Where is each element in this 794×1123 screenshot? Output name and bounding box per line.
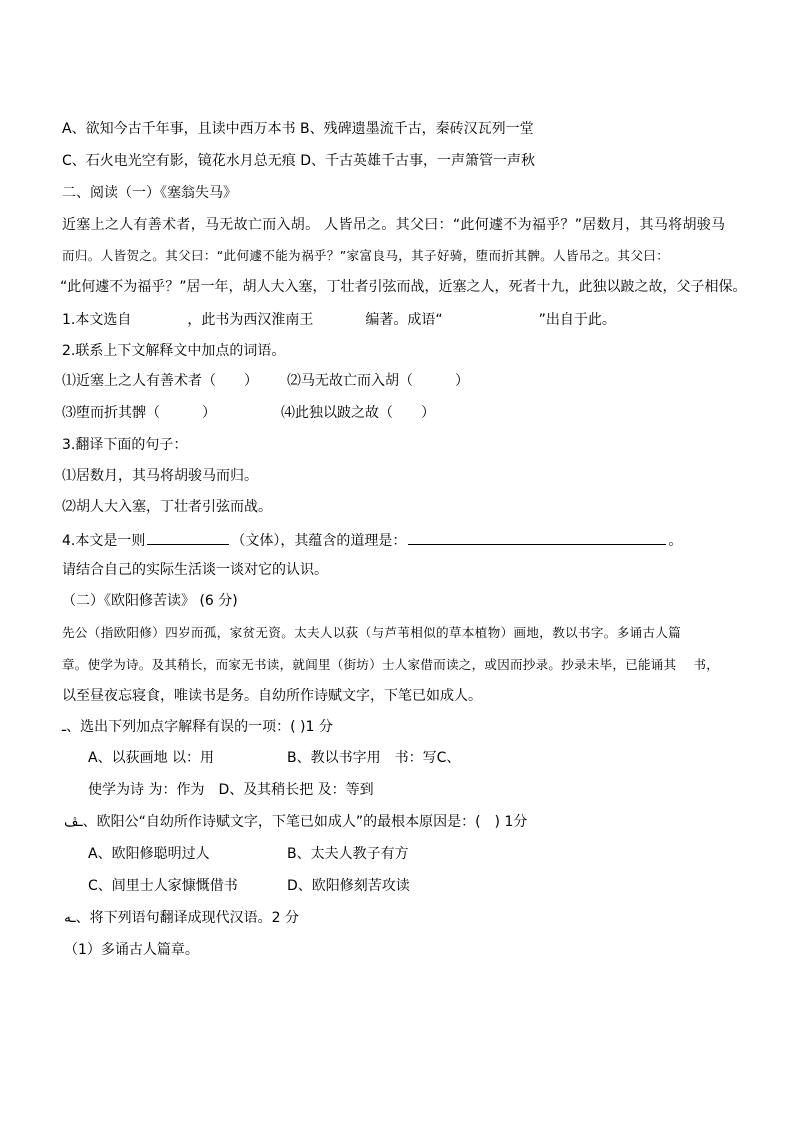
question-2: 2.联系上下文解释文中加点的词语。: [62, 343, 286, 359]
question-1-part-a: 1.本文选自: [62, 312, 132, 328]
question-4-part-a: 4.本文是一则: [62, 533, 146, 549]
option-p2-1-b: B、教以书字用 书：写C、: [287, 750, 461, 766]
question-p2-3-item-1: （1）多诵古人篇章。: [64, 942, 199, 958]
question-2-item-4: ⑷此独以跛之故（ ）: [281, 405, 435, 421]
question-p2-2: ـڤ、欧阳公“自幼所作诗赋文字，下笔已如成人”的最根本原因是：( ) 1分: [64, 814, 528, 830]
option-p2-2-b: B、太夫人教子有方: [287, 846, 409, 862]
question-4-part-b: （文体），其蕴含的道理是：: [231, 533, 407, 549]
passage-line-3: “此何遽不为福乎？”居一年，胡人大入塞，丁壮者引弦而战，近塞之人，死者十九，此独以跛之故，父子相保。: [60, 279, 747, 295]
question-p2-1: ـ、选出下列加点字解释有误的一项：( )1 分: [62, 719, 333, 735]
passage-line-1: 近塞上之人有善术者，马无故亡而入胡。 人皆吊之。其父曰：“此何遽不为福乎？”居数月，其马将胡骏马: [62, 217, 726, 233]
passage2-line-1: 先公（指欧阳修）四岁而孤，家贫无资。太夫人以荻（与芦苇相似的草本植物）画地，教以书字。多诵古人篇: [62, 625, 682, 640]
question-3: 3.翻译下面的句子：: [62, 437, 188, 453]
question-2-item-1: ⑴近塞上之人有善术者（ ）: [62, 373, 258, 389]
question-1-part-b: ，此书为西汉淮南王: [187, 312, 314, 328]
answer-blank-moral[interactable]: [408, 530, 666, 545]
option-line-cd: C、石火电光空有影，镜花水月总无痕 D、千古英雄千古事，一声箫管一声秋: [62, 153, 536, 169]
passage2-line-3: 以至昼夜忘寝食，唯读书是务。自幼所作诗赋文字，下笔已如成人。: [62, 688, 482, 704]
question-1-part-c: 编著。成语“: [365, 312, 443, 328]
question-2-item-3: ⑶堕而折其髀（ ）: [62, 405, 216, 421]
question-p2-3: ـه、将下列语句翻译成现代汉语。2 分: [64, 910, 299, 926]
question-3-item-1: ⑴居数月，其马将胡骏马而归。: [62, 468, 258, 484]
option-p2-1-a: A、以荻画地 以：用: [88, 750, 215, 766]
passage2-line-2: 章。使学为诗。及其稍长，而家无书读，就闾里（街坊）士人家借而读之，或因而抄录。抄录未毕，已能诵其 书，: [62, 657, 720, 672]
section-heading-reading-one: 二、阅读（一）《塞翁失马》: [62, 185, 237, 201]
option-line-ab: A、欲知今古千年事，且读中西万本书 B、残碑遗墨流千古，秦砖汉瓦列一堂: [62, 121, 534, 137]
option-p2-2-d: D、欧阳修刻苦攻读: [287, 878, 410, 894]
passage-line-2: 而归。人皆贺之。其父曰：“此何遽不能为祸乎？”家富良马，其子好骑，堕而折其髀。人皆吊之。其父曰：: [62, 248, 670, 263]
option-p2-1-cd: 使学为诗 为：作为 D、及其稍长把 及：等到: [88, 782, 374, 798]
question-1-part-d: ”出自于此。: [538, 312, 616, 328]
question-4: [62, 530, 682, 550]
question-2-item-2: ⑵马无故亡而入胡（ ）: [287, 373, 469, 389]
section-heading-reading-two: （二）《欧阳修苦读》 (6 分): [62, 593, 238, 609]
question-1: [62, 311, 616, 329]
answer-blank-genre[interactable]: [147, 530, 229, 545]
question-3-item-2: ⑵胡人大入塞，丁壮者引弦而战。: [62, 499, 272, 515]
option-p2-2-a: A、欧阳修聪明过人: [88, 846, 210, 862]
question-4-followup: 请结合自己的实际生活谈一谈对它的认识。: [62, 562, 328, 578]
question-4-part-c: 。: [668, 533, 683, 549]
option-p2-2-c: C、闾里士人家慷慨借书: [88, 878, 238, 894]
